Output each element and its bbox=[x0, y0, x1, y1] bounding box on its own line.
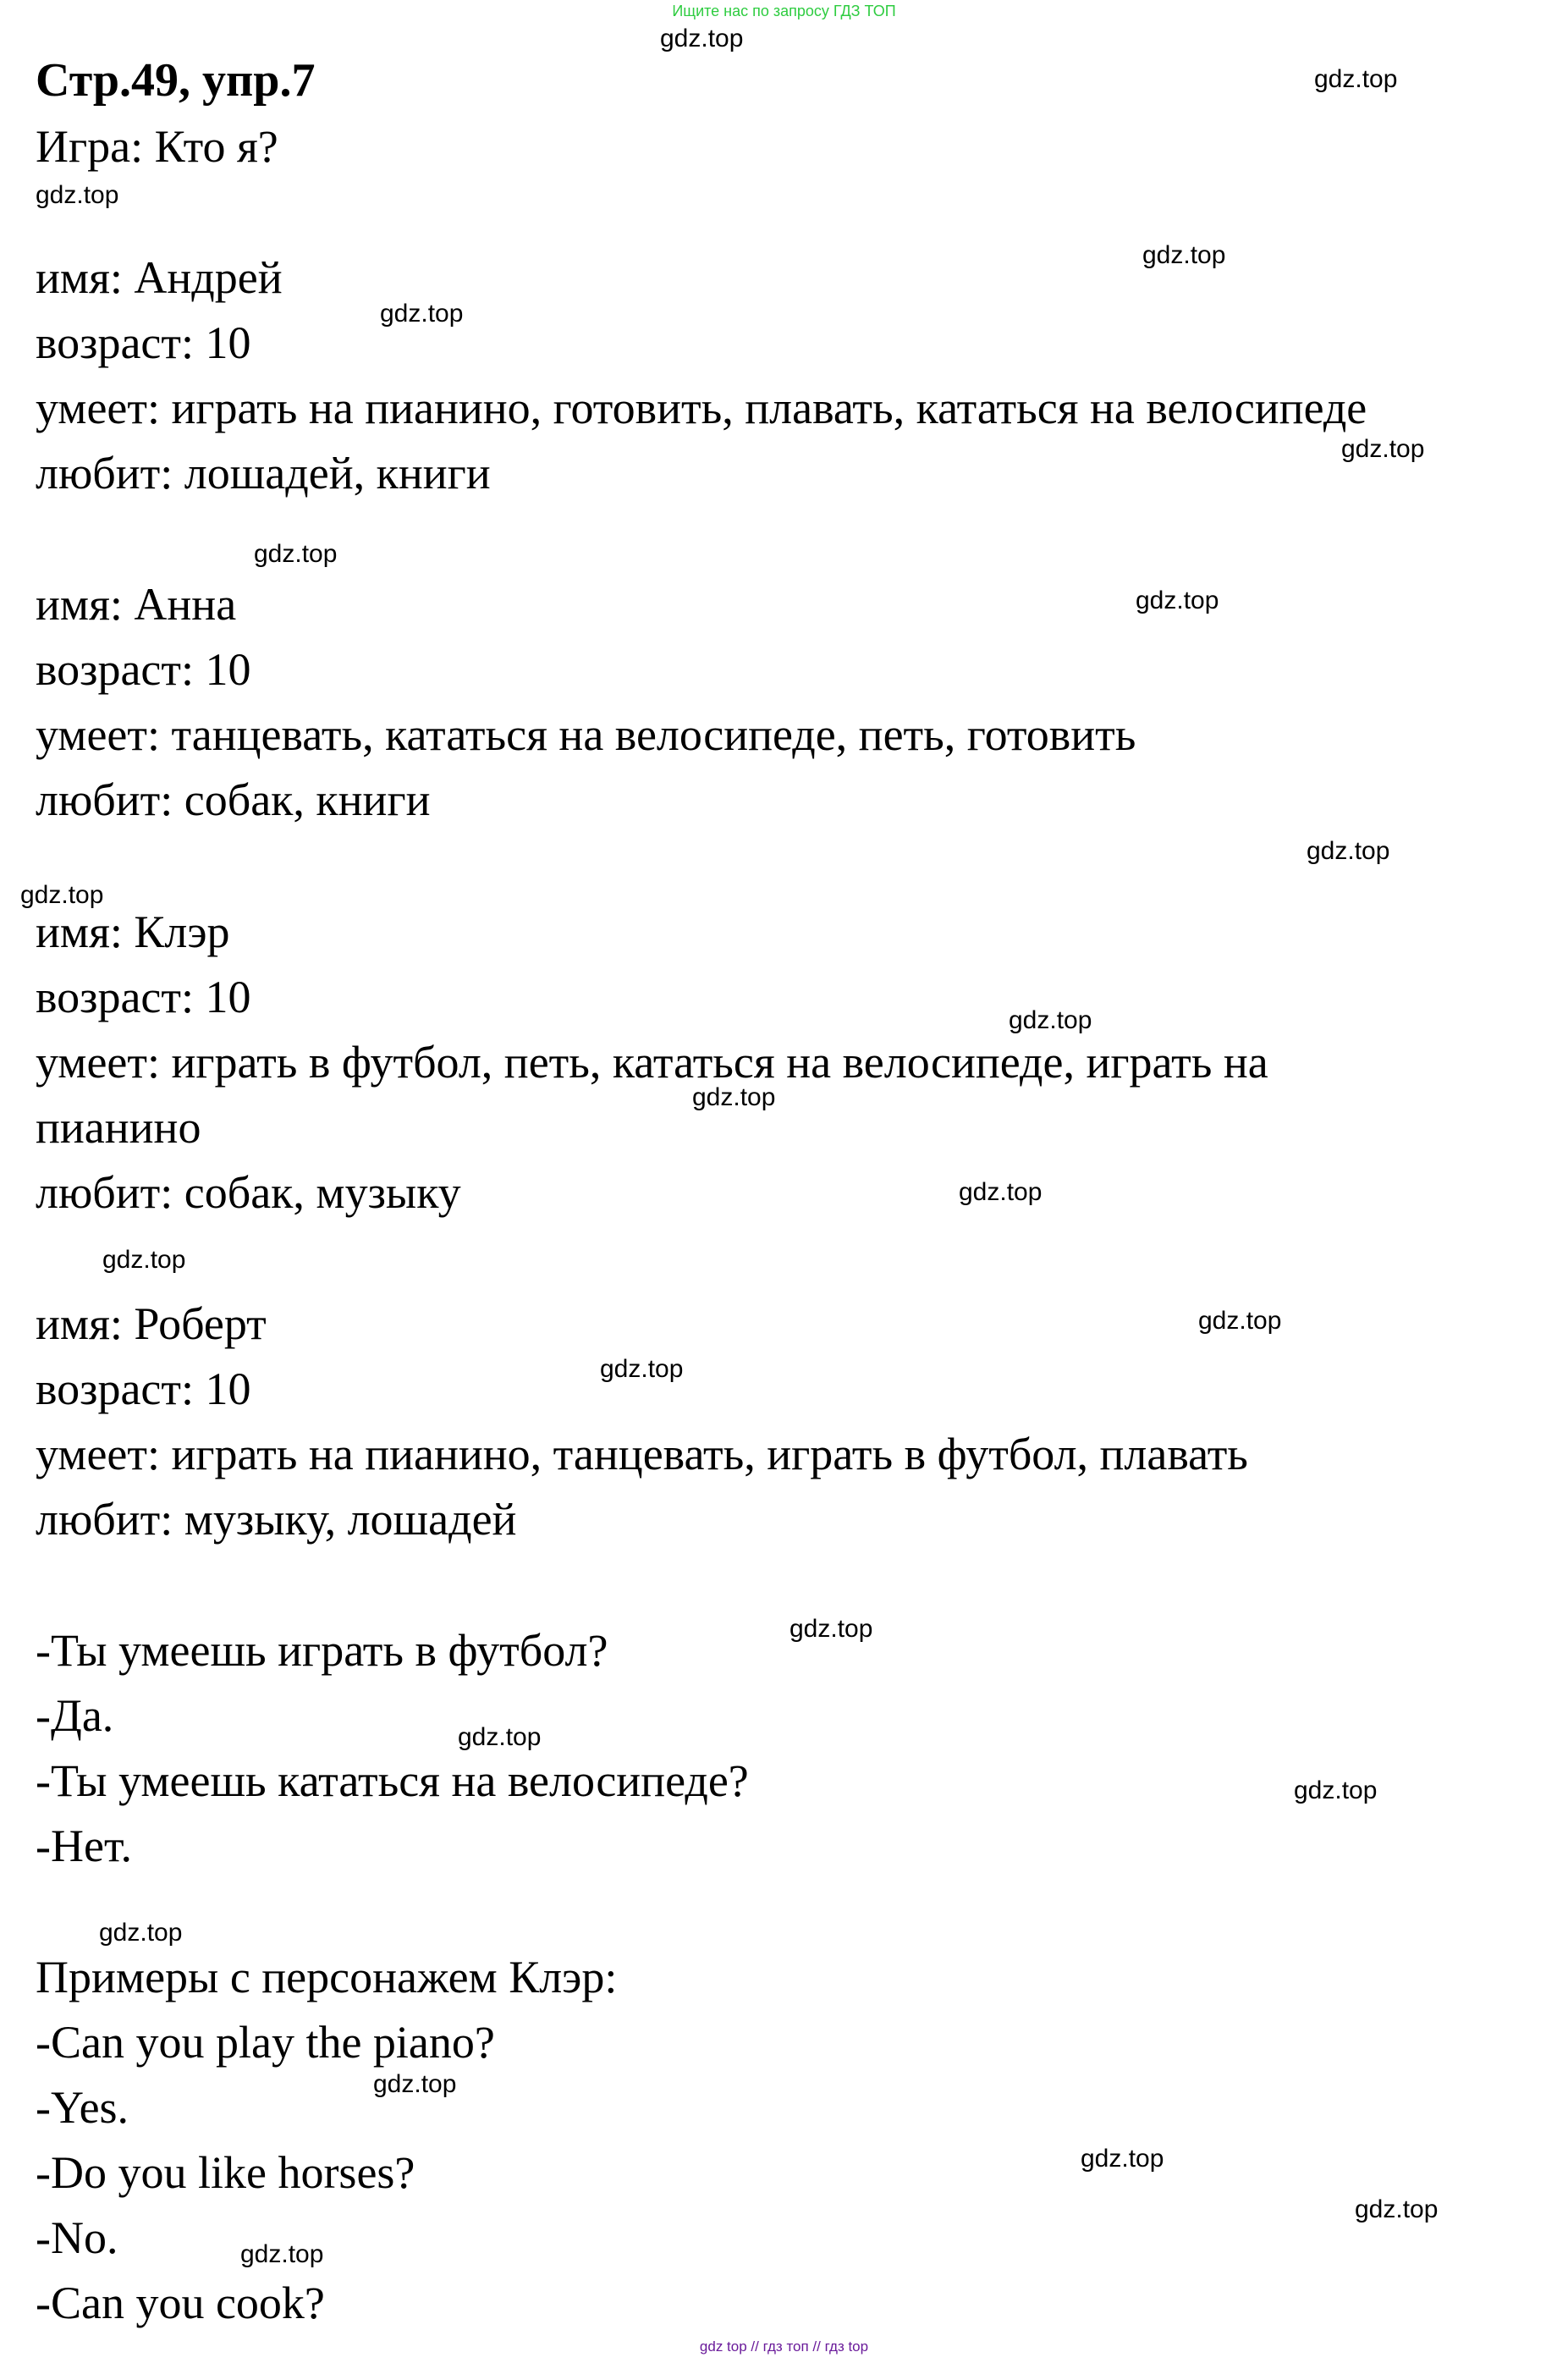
watermark: gdz.top bbox=[1341, 435, 1425, 463]
watermark: gdz.top bbox=[240, 2240, 324, 2268]
watermark: gdz.top bbox=[1142, 241, 1226, 269]
profile-name: имя: Роберт bbox=[36, 1298, 267, 1349]
profile-skills: умеет: играть в футбол, петь, кататься на велосипеде, играть на bbox=[36, 1037, 1268, 1088]
watermark: gdz.top bbox=[20, 881, 104, 909]
watermark: gdz.top bbox=[1355, 2195, 1439, 2223]
profile-skills: умеет: танцевать, кататься на велосипеде, петь, готовить bbox=[36, 709, 1136, 760]
watermark: gdz.top bbox=[254, 540, 338, 568]
watermark: gdz.top bbox=[373, 2070, 457, 2098]
dialog-line: -Ты умеешь кататься на велосипеде? bbox=[36, 1755, 749, 1806]
profile-skills: умеет: играть на пианино, готовить, плавать, кататься на велосипеде bbox=[36, 383, 1367, 433]
examples-title: Примеры с персонажем Клэр: bbox=[36, 1952, 618, 2002]
profile-likes: любит: собак, книги bbox=[36, 774, 431, 825]
profile-likes: любит: лошадей, книги bbox=[36, 448, 491, 498]
watermark: gdz.top bbox=[102, 1246, 186, 1274]
watermark: gdz.top bbox=[1294, 1776, 1378, 1804]
page-title: Стр.49, упр.7 bbox=[36, 54, 316, 107]
watermark: gdz.top bbox=[99, 1919, 183, 1947]
watermark: gdz.top bbox=[660, 25, 744, 52]
profile-likes: любит: музыку, лошадей bbox=[36, 1494, 517, 1545]
top-banner[interactable]: Ищите нас по запросу ГДЗ ТОП bbox=[672, 3, 896, 19]
profile-skills: умеет: играть на пианино, танцевать, играть в футбол, плавать bbox=[36, 1429, 1248, 1479]
watermark: gdz.top bbox=[790, 1615, 873, 1643]
dialog-line: -Нет. bbox=[36, 1820, 132, 1871]
profile-skills-cont: пианино bbox=[36, 1102, 201, 1153]
bottom-banner[interactable]: gdz top // гдз топ // гдз top bbox=[699, 2338, 869, 2355]
profile-age: возраст: 10 bbox=[36, 972, 251, 1022]
example-line: -No. bbox=[36, 2212, 118, 2263]
profile-name: имя: Андрей bbox=[36, 252, 283, 303]
profile-name: имя: Анна bbox=[36, 579, 237, 630]
watermark: gdz.top bbox=[1009, 1006, 1092, 1034]
watermark: gdz.top bbox=[458, 1723, 542, 1751]
game-subtitle: Игра: Кто я? bbox=[36, 121, 278, 172]
profile-age: возраст: 10 bbox=[36, 1363, 251, 1414]
watermark: gdz.top bbox=[1198, 1307, 1282, 1335]
dialog-line: -Да. bbox=[36, 1690, 114, 1741]
watermark: gdz.top bbox=[36, 181, 119, 209]
watermark: gdz.top bbox=[600, 1355, 684, 1383]
watermark: gdz.top bbox=[380, 300, 464, 328]
watermark: gdz.top bbox=[959, 1178, 1043, 1206]
example-line: -Can you cook? bbox=[36, 2278, 325, 2328]
watermark: gdz.top bbox=[1136, 587, 1219, 614]
profile-age: возраст: 10 bbox=[36, 317, 251, 368]
example-line: -Yes. bbox=[36, 2082, 129, 2133]
watermark: gdz.top bbox=[1081, 2145, 1164, 2173]
dialog-line: -Ты умеешь играть в футбол? bbox=[36, 1625, 608, 1676]
watermark: gdz.top bbox=[1314, 65, 1398, 93]
watermark: gdz.top bbox=[1307, 837, 1390, 865]
watermark: gdz.top bbox=[692, 1083, 776, 1111]
profile-age: возраст: 10 bbox=[36, 644, 251, 695]
example-line: -Do you like horses? bbox=[36, 2147, 415, 2198]
profile-likes: любит: собак, музыку bbox=[36, 1167, 461, 1218]
example-line: -Can you play the piano? bbox=[36, 2017, 495, 2068]
profile-name: имя: Клэр bbox=[36, 906, 230, 957]
